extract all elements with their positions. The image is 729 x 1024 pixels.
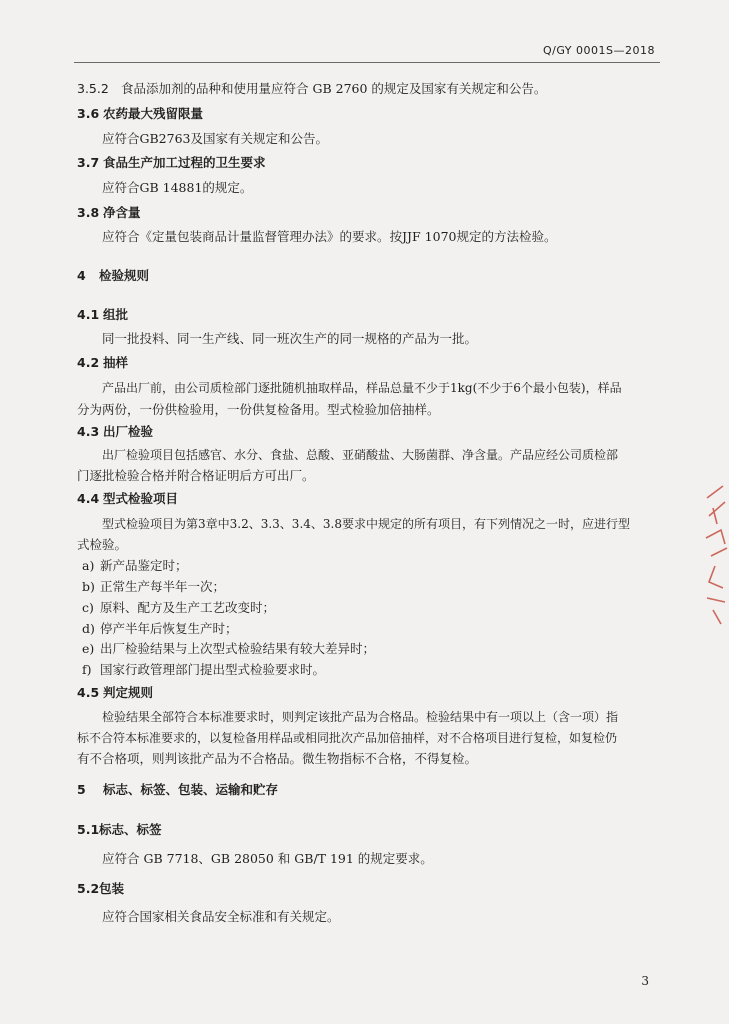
document-code: Q/GY 0001S—2018 (542, 44, 655, 57)
heading-4: 4 检验规则 (77, 268, 150, 283)
list-item: e) 出厂检验结果与上次型式检验结果有较大差异时； (82, 641, 376, 656)
body-4-4-line1: 型式检验项目为第3章中3.2、3.3、3.4、3.8要求中规定的所有项目，有下列情况之一时，应进行型 (102, 517, 630, 531)
header-rule (74, 62, 660, 63)
body-3-7: 应符合GB 14881的规定。 (102, 180, 253, 195)
red-seal-fragment (703, 478, 729, 628)
heading-4-1: 4.1 组批 (77, 307, 129, 322)
clause-3-5-2: 3.5.2 食品添加剂的品种和使用量应符合 GB 2760 的规定及国家有关规定和公告。 (77, 81, 547, 96)
heading-5: 5 标志、标签、包装、运输和贮存 (77, 782, 279, 797)
body-4-5-line1: 检验结果全部符合本标准要求时，则判定该批产品为合格品。检验结果中有一项以上（含一项）指 (102, 710, 619, 724)
body-4-3-line1: 出厂检验项目包括感官、水分、食盐、总酸、亚硝酸盐、大肠菌群、净含量。产品应经公司质检部 (102, 448, 619, 462)
list-item: f) 国家行政管理部门提出型式检验要求时。 (82, 662, 326, 677)
body-4-1: 同一批投料、同一生产线、同一班次生产的同一规格的产品为一批。 (102, 331, 478, 346)
heading-3-8: 3.8 净含量 (77, 205, 141, 220)
list-item: d) 停产半年后恢复生产时； (82, 621, 238, 636)
heading-5-2: 5.2包装 (77, 881, 125, 896)
body-4-5-line2: 标不合符本标准要求的，以复检备用样品或相同批次产品加倍抽样，对不合格项目进行复检，如复检仍 (77, 731, 618, 745)
body-4-2-line2: 分为两份，一份供检验用，一份供复检备用。型式检验加倍抽样。 (77, 402, 440, 417)
body-5-1: 应符合 GB 7718、GB 28050 和 GB/T 191 的规定要求。 (102, 851, 433, 866)
list-item: c) 原料、配方及生产工艺改变时； (82, 600, 276, 615)
body-4-2-line1: 产品出厂前，由公司质检部门逐批随机抽取样品，样品总量不少于1kg(不少于6个最小包装)，样品 (102, 381, 622, 395)
heading-4-2: 4.2 抽样 (77, 355, 129, 370)
heading-3-6: 3.6 农药最大残留限量 (77, 106, 204, 121)
body-4-3-line2: 门逐批检验合格并附合格证明后方可出厂。 (77, 468, 315, 483)
heading-4-4: 4.4 型式检验项目 (77, 491, 179, 506)
list-item: a) 新产品鉴定时； (82, 558, 188, 573)
page-number: 3 (641, 974, 649, 988)
heading-3-7: 3.7 食品生产加工过程的卫生要求 (77, 155, 266, 170)
heading-4-3: 4.3 出厂检验 (77, 424, 154, 439)
heading-4-5: 4.5 判定规则 (77, 685, 154, 700)
body-5-2: 应符合国家相关食品安全标准和有关规定。 (102, 909, 340, 924)
body-3-6: 应符合GB2763及国家有关规定和公告。 (102, 131, 328, 146)
body-4-5-line3: 有不合格项，则判该批产品为不合格品。微生物指标不合格，不得复检。 (77, 751, 478, 766)
body-4-4-line2: 式检验。 (77, 537, 128, 552)
heading-5-1: 5.1标志、标签 (77, 822, 162, 837)
body-3-8: 应符合《定量包装商品计量监督管理办法》的要求。按JJF 1070规定的方法检验。 (102, 229, 557, 244)
list-item: b) 正常生产每半年一次； (82, 579, 226, 594)
